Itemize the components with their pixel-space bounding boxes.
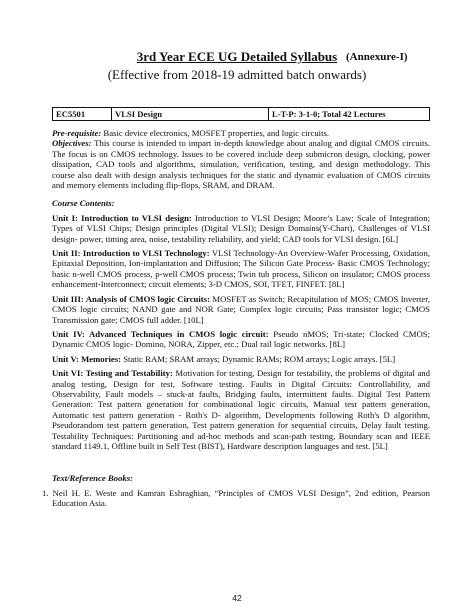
page-title: 3rd Year ECE UG Detailed Syllabus xyxy=(136,49,338,64)
course-name: VLSI Design xyxy=(112,108,269,121)
course-contents-heading: Course Contents: xyxy=(52,198,115,209)
title-line xyxy=(0,49,474,65)
course-code: EC5501 xyxy=(53,108,112,121)
unit-3 xyxy=(52,294,430,325)
page-number: 42 xyxy=(232,593,242,603)
syllabus-content xyxy=(42,128,431,509)
unit-4 xyxy=(52,329,430,350)
unit-title: Unit IV: Advanced Techniques in CMOS logic circuit: xyxy=(52,328,269,339)
prerequisite-label: Pre-requisite: xyxy=(52,128,102,138)
prerequisite-paragraph xyxy=(52,128,430,138)
course-info-table xyxy=(52,107,430,121)
unit-2 xyxy=(52,248,430,290)
unit-title: Unit II: Introduction to VLSI Technology: xyxy=(52,248,210,259)
unit-text: VLSI Technology-An Overview-Wafer Processing, Oxidation, Epitaxial Deposition, Ion-implantation and Diffusion; The Silicon Gate Process- Basic CMOS Technology; basic n-well CMOS process, p-well CMOS process; Twin tub process, Silicon on insulator; CMOS process enhancement-Interconnect; circuit elements; 3-D CMOS, SOI, TFET, FINFET. [8L] xyxy=(52,248,430,290)
unit-title: Unit I: Introduction to VLSI design: xyxy=(52,212,192,223)
unit-6 xyxy=(52,368,430,451)
reference-text: Neil H. E. Weste and Kamran Eshraghian, “Principles of CMOS VLSI Design”, 2nd edition, Pearson Education Asia. xyxy=(52,487,430,509)
unit-title: Unit VI: Testing and Testability: xyxy=(52,368,173,379)
unit-title: Unit III: Analysis of CMOS logic Circuits: xyxy=(52,293,210,304)
unit-1 xyxy=(52,213,430,244)
unit-text: Motivation for testing, Design for testability, the problems of digital and analog testing, Design for test, Software testing. Faults in Digital Circuits: Controllability, and Observability, Fault models – stuck-at faults, Bridging faults, intermittent faults. Digital Test Pattern Generation: Test pattern generation for combinational logic circuits, Manual test pattern generation, Automatic test pattern generation - Roth's D- algorithm, Developments following Roth's D algorithm, Pseudorandom test pattern generation, Test pattern generation for sequential circuits, Delay fault testing. Testability Techniques: Partitioning and ad-hoc methods and scan-path testing, Boundary scan and IEEE standard 1149.1, Offline built in Self Test (BIST), Hardware description languages and test. [5L] xyxy=(52,368,430,451)
objectives-paragraph xyxy=(52,138,430,190)
course-ltp: L-T-P: 3-1-0; Total 42 Lectures xyxy=(269,108,430,121)
references-heading: Text/Reference Books: xyxy=(52,473,133,484)
reference-number: 1. xyxy=(42,487,49,498)
page-subtitle: (Effective from 2018-19 admitted batch onwards) xyxy=(107,67,367,82)
unit-5 xyxy=(52,354,430,364)
annexure-label: (Annexure-I) xyxy=(346,51,408,63)
unit-title: Unit V: Memories: xyxy=(52,353,122,364)
unit-text: MOSFET as Switch; Recapitulation of MOS; CMOS Inverter, CMOS logic circuits; NAND gate and NOR Gate; Complex logic circuits; Pass transistor logic; CMOS Transmission gate; CMOS full adder. [10L] xyxy=(52,293,431,325)
prerequisite-text: Basic device electronics, MOSFET properties, and logic circuits. xyxy=(103,128,330,138)
unit-text: Pseudo nMOS; Tri-state; Clocked CMOS; Dynamic CMOS logic- Domino, NORA, Zipper, etc.; Dual rail logic networks. [8L] xyxy=(52,328,430,350)
unit-text: Static RAM; SRAM arrays; Dynamic RAMs; ROM arrays; Logic arrays. [5L] xyxy=(123,353,396,364)
objectives-label: Objectives: xyxy=(52,138,92,149)
reference-item xyxy=(42,487,430,509)
unit-text: Introduction to VLSI Design; Moore’s Law; Scale of Integration; Types of VLSI Chips; Design principles (Digital VLSI); Design Domains(Y-Chart), Challenges of VLSI design- power, timing area, noise, testability reliability, and yield; CAD tools for VLSI design. [6L] xyxy=(52,212,430,244)
objectives-text: This course is intended to impart in-depth knowledge about analog and digital CMOS circuits. The focus is on CMOS technology. Issues to be covered include deep submicron design, clocking, power dissipation, CAD tools and algorithms, simulation, verification, testing, and design methodology. This course also dealt with design analysis techniques for the static and dynamic evaluation of CMOS circuits and memory elements including flip-flops, SRAM, and DRAM. xyxy=(52,138,430,191)
